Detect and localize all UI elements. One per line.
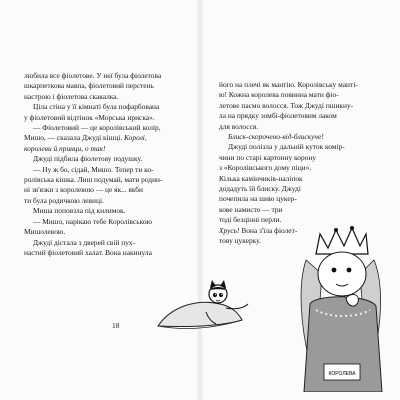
text-line: тоді безцінні перли. [219, 215, 282, 225]
cat-in-cape-illustration [150, 268, 260, 338]
text-line: Джуді дістала з дверей свій пух- [33, 237, 136, 247]
face [318, 252, 366, 296]
text-line: Ціла стіна у її кімнаті була пофарбована [33, 102, 160, 112]
girl-with-crown-illustration [286, 214, 396, 392]
text-line: летове пасмо волосся. Тож Джуді пшикну- [219, 100, 354, 110]
text-line: почепила на шию цукер- [219, 194, 297, 204]
text-line: — Фіолетовий — це королівський колір, [33, 123, 161, 133]
text-fragment: Вона з'їла фіолет- [239, 225, 298, 235]
cat-eye-right [219, 293, 223, 297]
text-line: ролівська кішка. Лиш подумай, мати родин- [24, 175, 163, 185]
text-line: настий фіолетовий халат. Вона накинула [24, 247, 152, 257]
text-line: любила все фіолетове. У неї була фіолетова [24, 71, 162, 80]
text-line: Миша поповзла під килимок. [33, 206, 126, 216]
text-line [24, 133, 182, 143]
text-fragment: Мишо, — сказала Джуді кішці. [24, 133, 125, 143]
text-line: ти була родичкою левиці. [24, 195, 104, 205]
eye-left [332, 268, 337, 273]
left-page [24, 71, 182, 258]
text-line: ні зв'язки з королевою — це як... якби [24, 185, 143, 195]
text-line: — Ну ж бо, сідай, Мишо. Тепер ти ко- [33, 164, 154, 174]
text-line: його на плечі як мантію. Королівську манті- [219, 80, 358, 89]
cat-tail [226, 304, 248, 309]
page-gutter [197, 0, 203, 400]
text-line: Кілька камінчиків-наліпок [219, 173, 303, 183]
text-line: — Мишо, нарікаю тебе Королівською [33, 216, 153, 226]
page-number: 18 [112, 321, 120, 330]
text-line: ю! Кожна королева повинна мати фіо- [219, 90, 339, 100]
text-line: з «Королівського дому піци». [219, 163, 312, 173]
text-line: Блиск-скорочено-від-блискуче! [228, 132, 324, 142]
text-line: ла на прядку зомбі-фіолетовим лаком [219, 111, 337, 121]
text-line: чини по старі картонну корону [219, 152, 316, 162]
cat-eye-left [213, 293, 217, 297]
text-line: додадуть їй блиску. Джуді [219, 184, 301, 194]
text-fragment-italic: Хрусь! [219, 225, 240, 235]
text-line: шкарпеткова мавпа, фіолетовий перстень [24, 81, 154, 91]
text-line: тову цукерку. [219, 236, 261, 246]
crown-shape [316, 228, 368, 254]
eye-right [347, 268, 352, 273]
text-line: кове намисто — три [219, 204, 283, 214]
text-line: Джуді підбила фіолетову подушку. [33, 154, 143, 164]
text-line: Джуді полізла у дальній куток комір- [228, 142, 345, 152]
text-line: королеви й принци, о так! [24, 143, 106, 153]
cat-eye-shine [215, 294, 216, 295]
text-line: настрою і фіолетова скакалка. [24, 91, 119, 101]
text-line: у фіолетовий відтінок «Морська ириска». [24, 112, 155, 122]
crown-jewel [350, 226, 354, 230]
box-label-text: КОРОЛЕВА [328, 371, 356, 377]
text-fragment-italic: Королі, [124, 133, 147, 143]
cape-shape [158, 302, 242, 326]
crown-jewel [334, 228, 338, 232]
cat-eye-shine [221, 294, 222, 295]
text-line: Мишолевою. [24, 227, 66, 237]
text-line: для волосся. [219, 121, 259, 131]
